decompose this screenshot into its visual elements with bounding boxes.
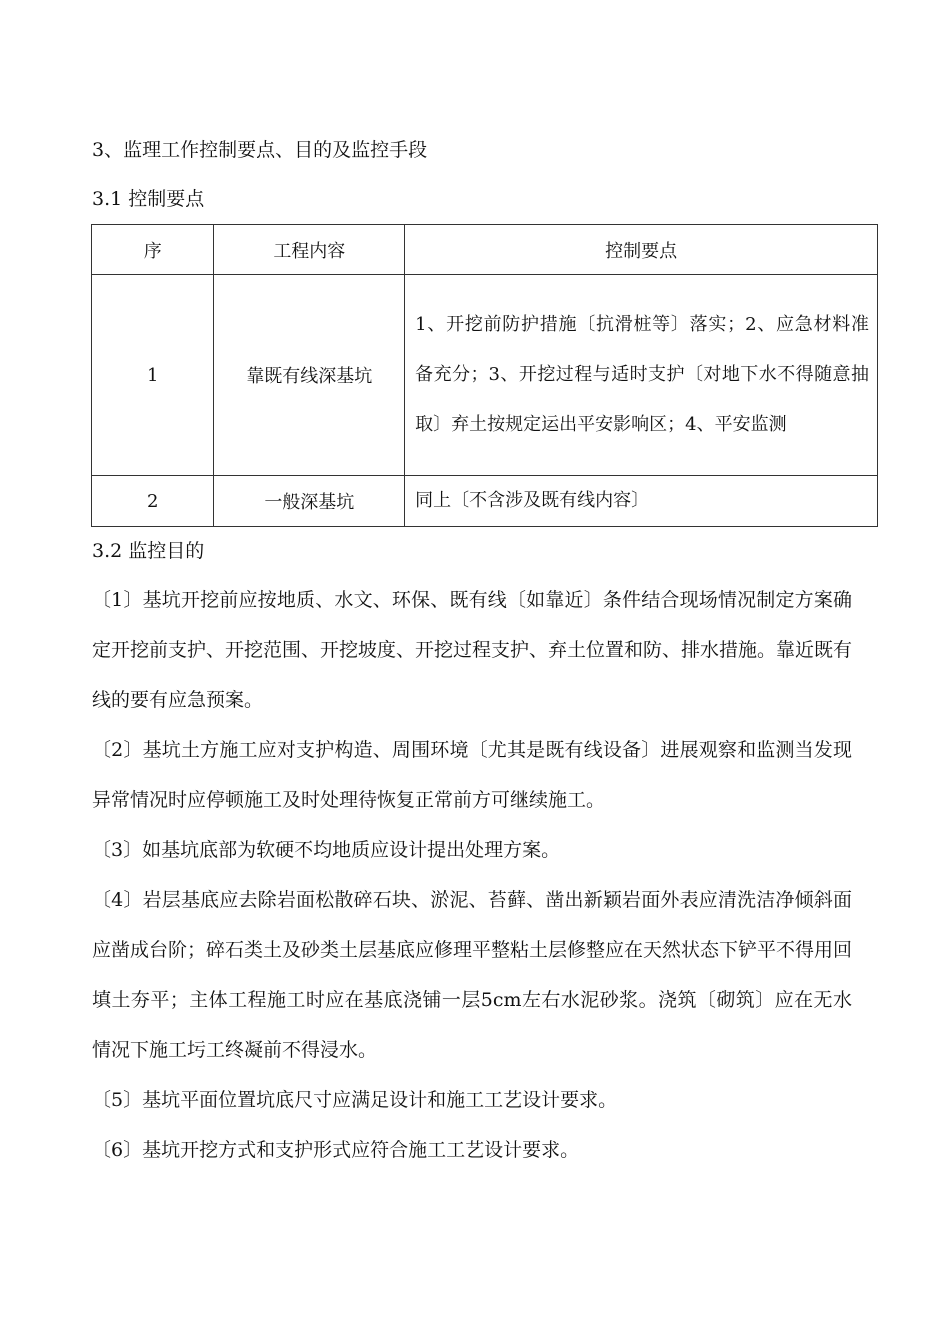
row-content: 靠既有线深基坑 xyxy=(214,275,405,476)
header-points: 控制要点 xyxy=(405,225,878,275)
paragraph: 〔6〕基坑开挖方式和支护形式应符合施工工艺设计要求。 xyxy=(92,1139,580,1161)
paragraph: 〔4〕岩层基底应去除岩面松散碎石块、淤泥、苔藓、凿出新颖岩面外表应清洗洁净倾斜面应凿成台阶；碎石类土及砂类土层基底应修理平整粘土层修整应在天然状态下铲平不得用回填土夯平；主体工程施工时应在基底浇铺一层5cm左右水泥砂浆。浇筑〔砌筑〕应在无水情况下施工圬工终凝前不得浸水。 xyxy=(92,889,853,1061)
paragraph: 〔2〕基坑土方施工应对支护构造、周围环境〔尤其是既有线设备〕进展观察和监测当发现异常情况时应停顿施工及时处理待恢复正常前方可继续施工。 xyxy=(92,739,852,811)
table-row xyxy=(92,476,878,527)
subsection-control-points: 3.1 控制要点 xyxy=(92,188,205,210)
row-points: 1、开挖前防护措施〔抗滑桩等〕落实；2、应急材料准备充分；3、开挖过程与适时支护〔对地下水不得随意抽取〕弃土按规定运出平安影响区；4、平安监测 xyxy=(405,275,878,476)
paragraph: 〔5〕基坑平面位置坑底尺寸应满足设计和施工工艺设计要求。 xyxy=(92,1089,618,1111)
header-no: 序 xyxy=(92,225,214,275)
table-row xyxy=(92,275,878,476)
subsection-monitoring-purpose: 3.2 监控目的 xyxy=(92,540,205,562)
section-title: 3、监理工作控制要点、目的及监控手段 xyxy=(92,139,428,161)
row-no: 1 xyxy=(92,275,214,476)
row-content: 一般深基坑 xyxy=(214,476,405,527)
table-header-row xyxy=(92,225,878,275)
header-content: 工程内容 xyxy=(214,225,405,275)
paragraph-list xyxy=(92,575,852,1175)
paragraph: 〔1〕基坑开挖前应按地质、水文、环保、既有线〔如靠近〕条件结合现场情况制定方案确定开挖前支护、开挖范围、开挖坡度、开挖过程支护、弃土位置和防、排水措施。靠近既有线的要有应急预案。 xyxy=(92,589,853,711)
row-no: 2 xyxy=(92,476,214,527)
control-points-table xyxy=(91,224,878,527)
paragraph: 〔3〕如基坑底部为软硬不均地质应设计提出处理方案。 xyxy=(92,839,561,861)
row-points: 同上〔不含涉及既有线内容〕 xyxy=(405,476,878,527)
